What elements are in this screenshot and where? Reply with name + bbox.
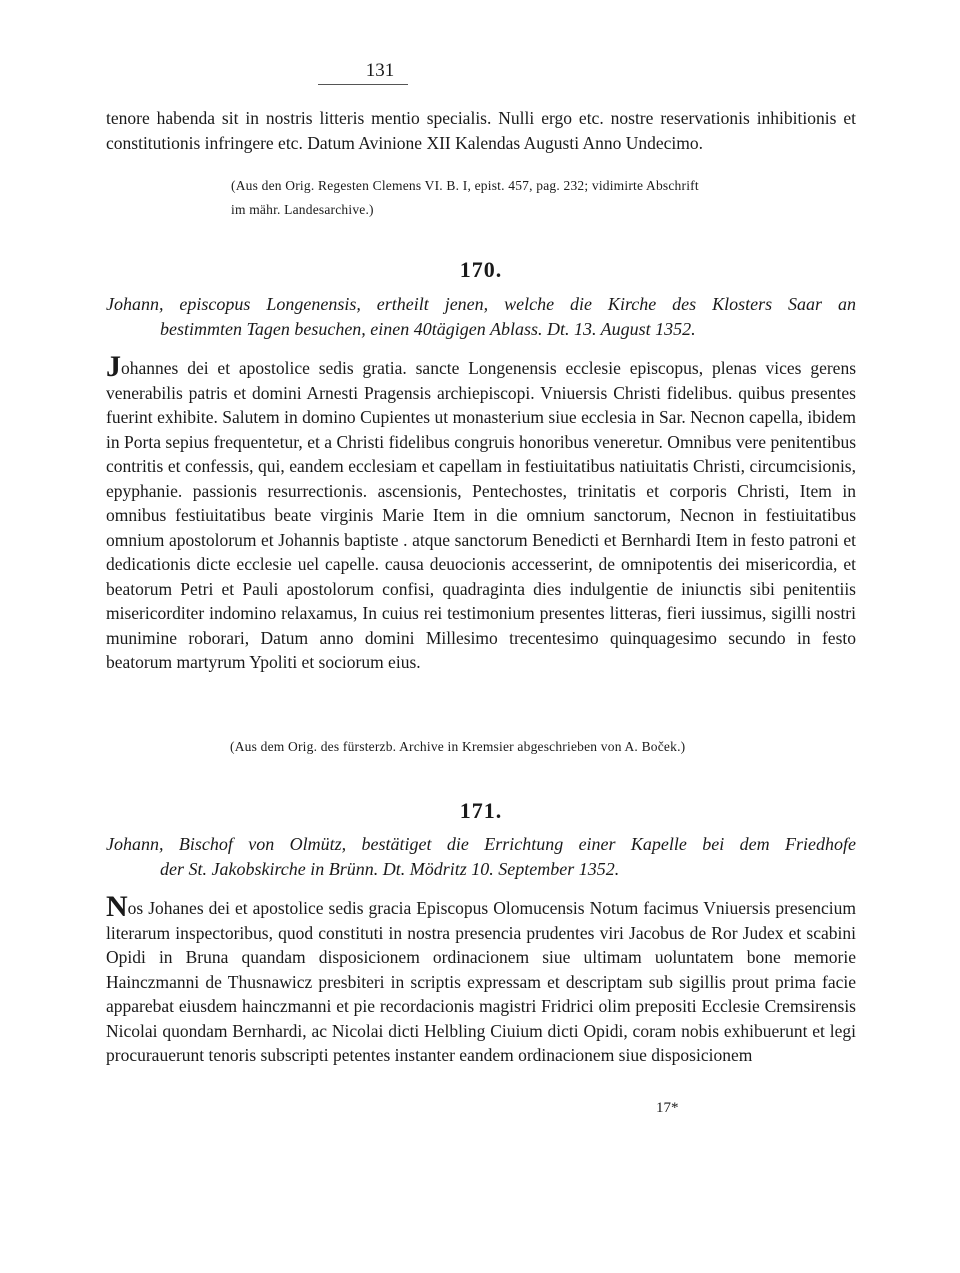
document-170-dropcap: J [106, 350, 121, 383]
intro-source-line-2: im mähr. Landesarchive.) [231, 202, 374, 217]
intro-paragraph: tenore habenda sit in nostris litteris mentio specialis. Nulli ergo etc. nostre reservationis inhibitionis et constitutionis infringere etc. Datum Avinione XII Kalendas Augusti Anno Undecimo. [106, 108, 856, 153]
sheet-signature: 17* [656, 1100, 679, 1116]
document-171-summary-line-1: Johann, Bischof von Olmütz, bestätiget die Errichtung einer Kapelle bei dem Friedhofe [106, 834, 856, 854]
intro-source-line-1: (Aus den Orig. Regesten Clemens VI. B. I, epist. 457, pag. 232; vidimirte Abschrift [231, 178, 699, 193]
document-170-summary [106, 292, 856, 342]
document-170-text: ohannes dei et apostolice sedis gratia. sancte Longenensis ecclesie episcopus, plenas vices gerens venerabilis patris et domini Arnesti Pragensis archiepiscopi. Vniuersis Christi fidelibus. quibus presentes fuerint exhibite. Salutem in domino Cupientes ut monasterium siue ecclesia in Sar. Necnon capella, ibidem in Porta sepius frequentetur, et a Christi fidelibus congruis honoribus veneretur. Omnibus vere penitentibus contritis et confessis, qui, eandem ecclesiam et capellam in festiuitatibus natiuitatis Christi, circumcisionis, epyphanie. passionis resurrectionis. ascensionis, Pentechostes, trinitatis et corporis Christi, Item in omnibus festiuitatibus beate virginis Marie Item in die omnium sanctorum, Necnon in festiuitatibus omnium apostolorum et Johannis baptiste . atque sanctorum Benedicti et Bernhardi Item in festo patroni et dedicationis dicte ecclesie uel capelle. causa deuocionis accesserint, de omnipotentis dei misericordia, et beatorum Petri et Pauli apostolorum confisi, quadraginta dies indulgentie de iniunctis sibi penitentiis misericorditer indomino relaxamus, In cuius rei testimonium presentes litteras, fieri iussimus, sigilli nostri munimine roborari, Datum anno domini Millesimo trecentesimo quinquagesimo secundo in festo beatorum martyrum Ypoliti et sociorum eius. [106, 358, 856, 672]
document-170-summary-line-1: Johann, episcopus Longenensis, ertheilt jenen, welche die Kirche des Klosters Saar an [106, 294, 856, 314]
document-171-number: 171. [459, 798, 503, 823]
page-number-rule [318, 84, 408, 85]
document-170-body [106, 350, 856, 675]
document-171-summary-line-2: der St. Jakobskirche in Brünn. Dt. Mödritz 10. September 1352. [160, 859, 620, 879]
document-170-number: 170. [459, 257, 503, 282]
document-170-source: (Aus dem Orig. des fürsterzb. Archive in Kremsier abgeschrieben von A. Boček.) [230, 739, 686, 754]
document-171-body [106, 890, 856, 1068]
page-number: 131 [365, 60, 395, 81]
document-170-summary-line-2: bestimmten Tagen besuchen, einen 40tägigen Ablass. Dt. 13. August 1352. [160, 319, 696, 339]
document-171-text: os Johanes dei et apostolice sedis gracia Episcopus Olomucensis Notum facimus Vniuersis presencium literarum inspectoribus, quod constituti in nostra presencia prudentes viri Jacobus de Ror Judex et scabini Opidi in Bruna quandam disposicionem ordinacionem siue ultimam uoluntatem bone memorie Hainczmanni de Thusnawicz presbiteri in scriptis expressam et descriptam sub sigillis prout prima facie apparebat eiusdem hainczmanni et pie recordacionis magistri Fridrici olim prepositi Ecclesie Cremsirensis Nicolai quondam Bernhardi, ac Nicolai dicti Helbling Ciuium dicti Opidi, coram nobis exhibuerunt et legi procurauerunt tenoris subscripti petentes instanter eandem ordinacionem siue disposicionem [106, 898, 856, 1065]
document-171-summary [106, 832, 856, 882]
document-171-dropcap: N [106, 890, 128, 923]
